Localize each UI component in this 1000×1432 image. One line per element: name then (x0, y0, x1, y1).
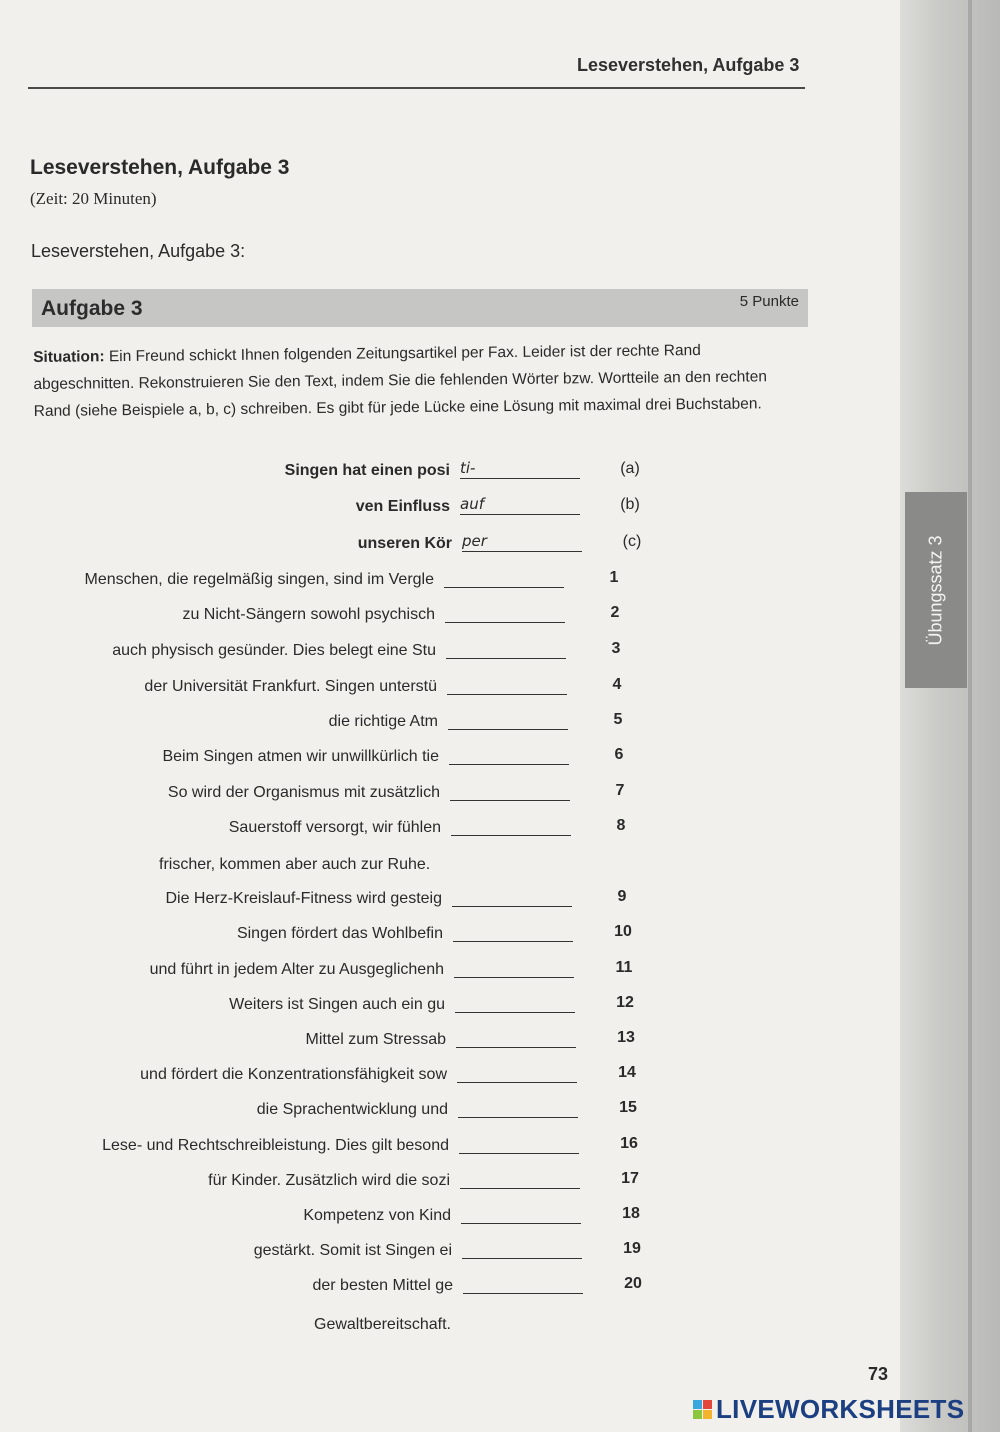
gap-number: 6 (614, 746, 624, 763)
gap-answer-line[interactable] (458, 1117, 578, 1118)
gap-answer-line[interactable] (446, 658, 566, 659)
gap-row-3 (40, 638, 646, 668)
gap-answer-line[interactable] (457, 1082, 577, 1083)
gap-text: Sauerstoff versorgt, wir fühlen (228, 819, 441, 836)
gap-answer-line[interactable] (449, 764, 569, 765)
gap-number: 16 (620, 1135, 638, 1152)
gap-number: 12 (616, 994, 634, 1011)
gap-row-17 (40, 1168, 660, 1198)
example-text: ven Einfluss (355, 498, 450, 515)
gap-text: Beim Singen atmen wir unwillkürlich tie (162, 748, 439, 765)
example-key: (a) (620, 460, 640, 477)
example-text: Singen hat einen posi (284, 462, 450, 479)
gap-text: und führt in jedem Alter zu Ausgeglichenh (149, 961, 444, 978)
gap-text: Kompetenz von Kind (303, 1207, 451, 1224)
book-edge-line (968, 0, 972, 1432)
gap-row-5 (40, 709, 648, 739)
gap-number: 13 (617, 1029, 635, 1046)
gap-text: gestärkt. Somit ist Singen ei (253, 1242, 452, 1259)
brand-logo-icon (693, 1400, 712, 1419)
gap-row-4 (40, 674, 647, 704)
gap-row-20 (40, 1273, 663, 1303)
gap-number: 17 (621, 1170, 639, 1187)
gap-row-8 (40, 815, 651, 845)
gap-text: der besten Mittel ge (312, 1277, 453, 1294)
gap-text: Weiters ist Singen auch ein gu (229, 996, 445, 1013)
example-key: (b) (620, 496, 640, 513)
gap-row-1 (40, 567, 644, 597)
gap-answer-line[interactable] (463, 1293, 583, 1294)
gap-text: Singen fördert das Wohlbefin (236, 925, 443, 942)
gap-number: 4 (612, 676, 622, 693)
gap-answer-line[interactable] (444, 587, 564, 588)
gap-answer-line[interactable] (451, 835, 571, 836)
gap-text: Menschen, die regelmäßig singen, sind im Vergle (84, 571, 434, 588)
example-answer: ti- (460, 459, 476, 477)
gap-number: 3 (611, 640, 621, 657)
gap-number: 15 (619, 1099, 637, 1116)
example-line (460, 478, 580, 479)
gap-row-2 (40, 602, 645, 632)
gap-number: 5 (613, 711, 623, 728)
gap-row-19 (40, 1238, 662, 1268)
section-tab (905, 492, 967, 688)
example-line (460, 514, 580, 515)
gap-row-10 (40, 921, 653, 951)
situation-label: Situation: (33, 348, 105, 366)
gap-answer-line[interactable] (462, 1258, 582, 1259)
gap-text: die Sprachentwicklung und (256, 1101, 448, 1118)
gap-text: auch physisch gesünder. Dies belegt eine Stu (112, 642, 436, 659)
gap-answer-line[interactable] (456, 1047, 576, 1048)
gap-answer-line[interactable] (454, 977, 574, 978)
gap-answer-line[interactable] (455, 1012, 575, 1013)
running-header: Leseverstehen, Aufgabe 3 (577, 55, 800, 75)
example-key: (c) (622, 533, 642, 550)
situation-text: Ein Freund schickt Ihnen folgenden Zeitungsartikel per Fax. Leider ist der rechte Rand abgeschnitten. Rekonstruieren Sie den Text, indem Sie die fehlenden Wörter bzw. Wortteile an den rechten Rand (siehe Beispiele a, b, c) schreiben. Es gibt für jede Lücke eine Lösung mit maximal drei Buchstaben. (33, 342, 768, 420)
task-bar (32, 289, 808, 327)
gap-answer-line[interactable] (445, 622, 565, 623)
example-row (100, 531, 662, 561)
header-rule (28, 87, 805, 89)
gap-text: Lese- und Rechtschreibleistung. Dies gilt besond (102, 1137, 449, 1154)
gap-row-14 (40, 1062, 657, 1092)
gap-text: für Kinder. Zusätzlich wird die sozi (208, 1172, 450, 1189)
section-title: Leseverstehen, Aufgabe 3 (30, 156, 290, 179)
gap-number: 18 (622, 1205, 640, 1222)
gap-row-18 (40, 1203, 661, 1233)
gap-text: und fördert die Konzentrationsfähigkeit sow (140, 1066, 447, 1083)
gap-answer-line[interactable] (452, 906, 572, 907)
gap-text: die richtige Atm (328, 713, 438, 730)
example-row (100, 458, 660, 488)
gap-text: zu Nicht-Sängern sowohl psychisch (182, 606, 435, 623)
example-answer: auf (460, 495, 484, 513)
tail-line: Gewaltbereitschaft. (314, 1316, 451, 1333)
gap-number: 19 (623, 1240, 641, 1257)
example-text: unseren Kör (357, 535, 452, 552)
gap-text: der Universität Frankfurt. Singen unterstü (144, 678, 437, 695)
section-time: (Zeit: 20 Minuten) (30, 189, 157, 208)
gap-number: 2 (610, 604, 620, 621)
gap-number: 14 (618, 1064, 636, 1081)
section-subtitle: Leseverstehen, Aufgabe 3: (31, 241, 246, 261)
tail-line: frischer, kommen aber auch zur Ruhe. (159, 856, 431, 873)
gap-number: 7 (615, 782, 625, 799)
gap-row-13 (40, 1027, 656, 1057)
gap-answer-line[interactable] (461, 1223, 581, 1224)
gap-answer-line[interactable] (448, 729, 568, 730)
gap-number: 10 (614, 923, 632, 940)
gap-row-9 (40, 886, 652, 916)
task-title: Aufgabe 3 (41, 297, 143, 320)
gap-number: 11 (615, 959, 633, 976)
gap-number: 20 (624, 1275, 642, 1292)
brand-watermark (693, 1394, 964, 1425)
gap-text: Mittel zum Stressab (305, 1031, 446, 1048)
gap-answer-line[interactable] (453, 941, 573, 942)
gap-answer-line[interactable] (447, 694, 567, 695)
gap-answer-line[interactable] (459, 1153, 579, 1154)
gap-answer-line[interactable] (460, 1188, 580, 1189)
gap-row-16 (40, 1133, 659, 1163)
example-line (462, 551, 582, 552)
brand-name: LIVEWORKSHEETS (716, 1394, 965, 1424)
gap-number: 1 (609, 569, 619, 586)
gap-number: 9 (617, 888, 627, 905)
gap-row-15 (40, 1097, 658, 1127)
situation-paragraph (33, 336, 794, 425)
task-points: 5 Punkte (739, 293, 799, 310)
example-row (100, 494, 660, 524)
gap-row-12 (40, 992, 655, 1022)
example-answer: per (462, 532, 487, 550)
gap-text: So wird der Organismus mit zusätzlich (167, 784, 440, 801)
section-tab-label: Übungssatz 3 (925, 534, 946, 646)
book-edge (900, 0, 1000, 1432)
gap-row-11 (40, 957, 654, 987)
gap-row-7 (40, 780, 650, 810)
gap-text: Die Herz-Kreislauf-Fitness wird gesteig (165, 890, 442, 907)
gap-answer-line[interactable] (450, 800, 570, 801)
page-number: 73 (868, 1364, 889, 1384)
gap-number: 8 (616, 817, 626, 834)
gap-row-6 (40, 744, 649, 774)
